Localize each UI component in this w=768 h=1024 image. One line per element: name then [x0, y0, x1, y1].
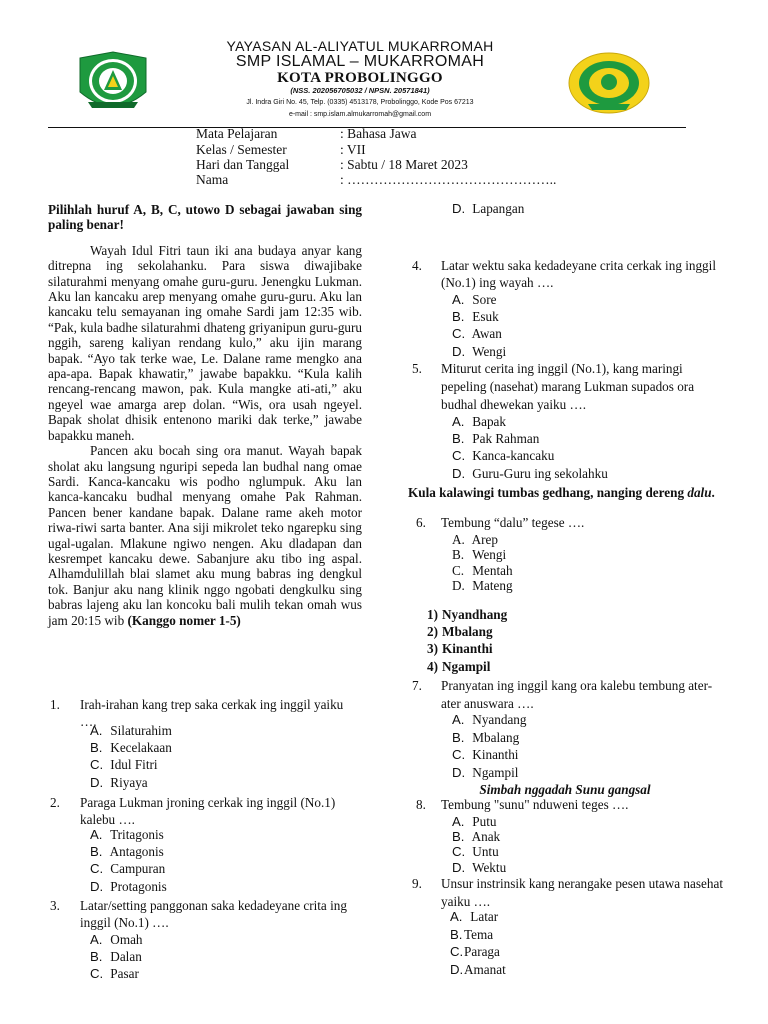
story-paragraph-2	[48, 443, 362, 628]
question-number: 3.	[50, 898, 60, 913]
identity-label: Kelas / Semester	[196, 142, 287, 157]
answer-option[interactable]: D. Mateng	[452, 577, 513, 593]
answer-option[interactable]: B. Dalan	[90, 949, 142, 965]
foundation-emblem-logo	[568, 52, 650, 114]
answer-option[interactable]: D. Ngampil	[452, 764, 519, 780]
identity-value: : VII	[340, 142, 366, 157]
question-text: Miturut cerita ing inggil (No.1), kang maringi pepeling (nasehat) marang Lukman supados ora budhal dhewekan yaiku ….	[441, 361, 695, 412]
identity-label: Mata Pelajaran	[196, 126, 278, 141]
question-text: Paraga Lukman jroning cerkak ing inggil (No.1) kalebu ….	[80, 795, 336, 828]
school-address: Jl. Indra Giri No. 45, Telp. (0335) 4513178, Probolinggo, Kode Pos 67213	[246, 99, 474, 106]
answer-options	[452, 532, 513, 593]
story-paragraph-1: Wayah Idul Fitri taun iki ana budaya anyar kang ditrepna ing sekolahanku. Para siswa diwajibake silaturahmi menyang omahe guru-guru. Jenengku Lukman. Aku lan kancaku arep menyang omahe guru-guru. Aku lan kancaku telu semayanan ing omahe Sardi jam 12:35 wib. “Pak, kula badhe silaturahmi dhateng griyanipun guru-guru nggih, sareng kaliyan rendang kulo,” aku ijin marang bapak. “Ayo tak terke wae, Le. Dalane rame mengko ana apa-apa. Bapak khawatir,” jawabe bapakku. “Kula kalih rencang-rencang mawon, pak. Kula mangke ati-ati,” aku ngeyel wae amarga arep dolan. “Wis, ora usah ngeyel. Bapak sholat dhisik entenono mariki dak terke,” jawabe bapakku maneh.	[48, 242, 362, 443]
answer-option[interactable]: A. Arep	[452, 532, 498, 547]
answer-options	[452, 814, 506, 875]
answer-option[interactable]: A. Putu	[452, 814, 497, 829]
numbered-word-list	[410, 606, 507, 675]
section-sentence-dalu: Kula kalawingi tumbas gedhang, nanging dereng dalu.	[408, 485, 715, 500]
answer-option[interactable]: D. Lapangan	[452, 201, 525, 216]
story-reference: (Kanggo nomer 1-5)	[127, 612, 241, 628]
question-number: 5.	[412, 361, 422, 376]
answer-option[interactable]: B. Pak Rahman	[452, 431, 540, 447]
answer-option[interactable]: B. Esuk	[452, 309, 499, 325]
answer-option[interactable]: C. Kinanthi	[452, 747, 519, 763]
answer-option[interactable]: D.Amanat	[450, 961, 506, 977]
identity-value: : Bahasa Jawa	[340, 126, 417, 141]
emphasized-word: dalu	[687, 485, 712, 500]
question-text: Tembung “dalu” tegese ….	[441, 515, 585, 530]
answer-option[interactable]: B. Wengi	[452, 547, 507, 563]
answer-option[interactable]: C. Kanca-kancaku	[452, 448, 555, 464]
question-number: 6.	[416, 515, 426, 530]
school-name: SMP ISLAMAL – MUKARROMAH	[235, 53, 485, 70]
answer-options	[452, 413, 608, 482]
identity-value: : Sabtu / 18 Maret 2023	[340, 157, 468, 172]
city-name: KOTA PROBOLINGGO	[277, 70, 443, 86]
answer-option[interactable]: A. Sore	[452, 292, 497, 307]
list-item: 2) Mbalang	[427, 624, 493, 640]
answer-option[interactable]: B. Anak	[452, 829, 501, 845]
answer-options	[452, 711, 527, 781]
reading-passage	[48, 202, 362, 628]
answer-option[interactable]: D. Wektu	[452, 859, 507, 875]
question-text: Unsur instrinsik kang nerangake pesen utawa nasehat yaiku ….	[441, 876, 723, 909]
section-sentence-sunu: Simbah nggadah Sunu gangsal	[479, 782, 651, 797]
section-sentence-text: Kula kalawingi tumbas gedhang, nanging dereng	[408, 485, 688, 500]
question-text: Latar wektu saka kedadeyane crita cerkak ing inggil (No.1) ing wayah ….	[441, 258, 716, 291]
school-emblem-logo	[76, 50, 150, 116]
answer-option[interactable]: A. Latar	[450, 909, 499, 924]
answer-option[interactable]: B. Kecelakaan	[90, 740, 172, 756]
answer-option[interactable]: C. Awan	[452, 326, 502, 342]
question-number: 4.	[412, 258, 422, 273]
question-text: Pranyatan ing inggil kang ora kalebu tembung ater-ater anuswara ….	[441, 678, 713, 711]
list-item: 4) Ngampil	[427, 658, 491, 674]
question-text: Latar/setting panggonan saka kedadeyane crita ing inggil (No.1) ….	[80, 898, 347, 931]
foundation-name: YAYASAN AL-ALIYATUL MUKARROMAH	[226, 38, 494, 54]
story-paragraph-2-text: Pancen aku bocah sing ora manut. Wayah bapak sholat aku langsung nguripi sepeda lan budhal nang omae Sardi. Kanca-kancaku wis podho nglumpuk. Aku lan kanca-kancaku budhal menyang omahe Pak Rahman. Pancen bener kandane bapak. Dalane rame akeh motor riwa-riwi sarta banter. Ana siji mikrolet teko ngarepku sing ugal-ugalan. Mlakune ngiwo nengen. Aku dladapan dan kesrempet kancaku dewe. Sabanjure aku tibo ing aspal. Alhamdulillah blai slamet aku mung babras ing dengkul tok. Banjur aku nang klinik nggo ngobati dengkulku sing babras lajeng aku lan koncoku bali mulih tekan omah wus jam 20:15 wib	[48, 443, 362, 628]
answer-options	[90, 722, 172, 791]
answer-option[interactable]: A. Bapak	[452, 414, 506, 429]
answer-option[interactable]: A. Tritagonis	[90, 827, 164, 842]
answer-option[interactable]: C. Pasar	[90, 966, 139, 982]
answer-option[interactable]: A. Nyandang	[452, 712, 527, 727]
list-item: 3) Kinanthi	[427, 641, 493, 657]
answer-option[interactable]: C. Untu	[452, 844, 499, 860]
registry-numbers: (NSS. 202056705032 / NPSN. 20571841)	[290, 86, 430, 95]
identity-label: Nama	[196, 172, 229, 187]
school-email: e-mail : smp.islam.almukarromah@gmail.com	[288, 111, 432, 118]
instructions: Pilihlah huruf A, B, C, utowo D sebagai jawaban sing paling benar!	[48, 202, 362, 233]
question-number: 8.	[416, 797, 426, 812]
question-number: 7.	[412, 678, 422, 693]
answer-option[interactable]: D. Wengi	[452, 343, 507, 359]
answer-option[interactable]: D. Guru-Guru ing sekolahku	[452, 465, 608, 481]
answer-options	[90, 826, 167, 895]
name-field[interactable]: : ………………………………………..	[340, 172, 557, 187]
answer-options	[450, 908, 506, 978]
answer-option[interactable]: C. Idul Fitri	[90, 757, 158, 773]
answer-option[interactable]: A. Omah	[90, 932, 143, 947]
question-text: Tembung "sunu" nduweni teges ….	[441, 797, 629, 812]
answer-option[interactable]: C. Campuran	[90, 861, 166, 877]
answer-option[interactable]: D. Riyaya	[90, 774, 148, 790]
question-text: Irah-irahan kang trep saka cerkak ing inggil yaiku ….	[80, 697, 344, 730]
question-number: 2.	[50, 795, 60, 810]
answer-option[interactable]: B. Antagonis	[90, 844, 164, 860]
answer-options	[452, 291, 506, 360]
question-3-option-d	[452, 200, 524, 217]
answer-option[interactable]: C.Paraga	[450, 944, 500, 960]
answer-options	[90, 931, 143, 983]
answer-option[interactable]: B. Tema	[450, 926, 494, 942]
identity-label: Hari dan Tanggal	[196, 157, 290, 172]
question-number: 1.	[50, 697, 60, 712]
answer-option[interactable]: C. Mentah	[452, 562, 513, 578]
question-number: 9.	[412, 876, 422, 891]
answer-option[interactable]: D. Protagonis	[90, 878, 167, 894]
answer-option[interactable]: B. Mbalang	[452, 729, 520, 745]
list-item: 1) Nyandhang	[427, 607, 508, 622]
answer-option[interactable]: A. Silaturahim	[90, 723, 172, 738]
